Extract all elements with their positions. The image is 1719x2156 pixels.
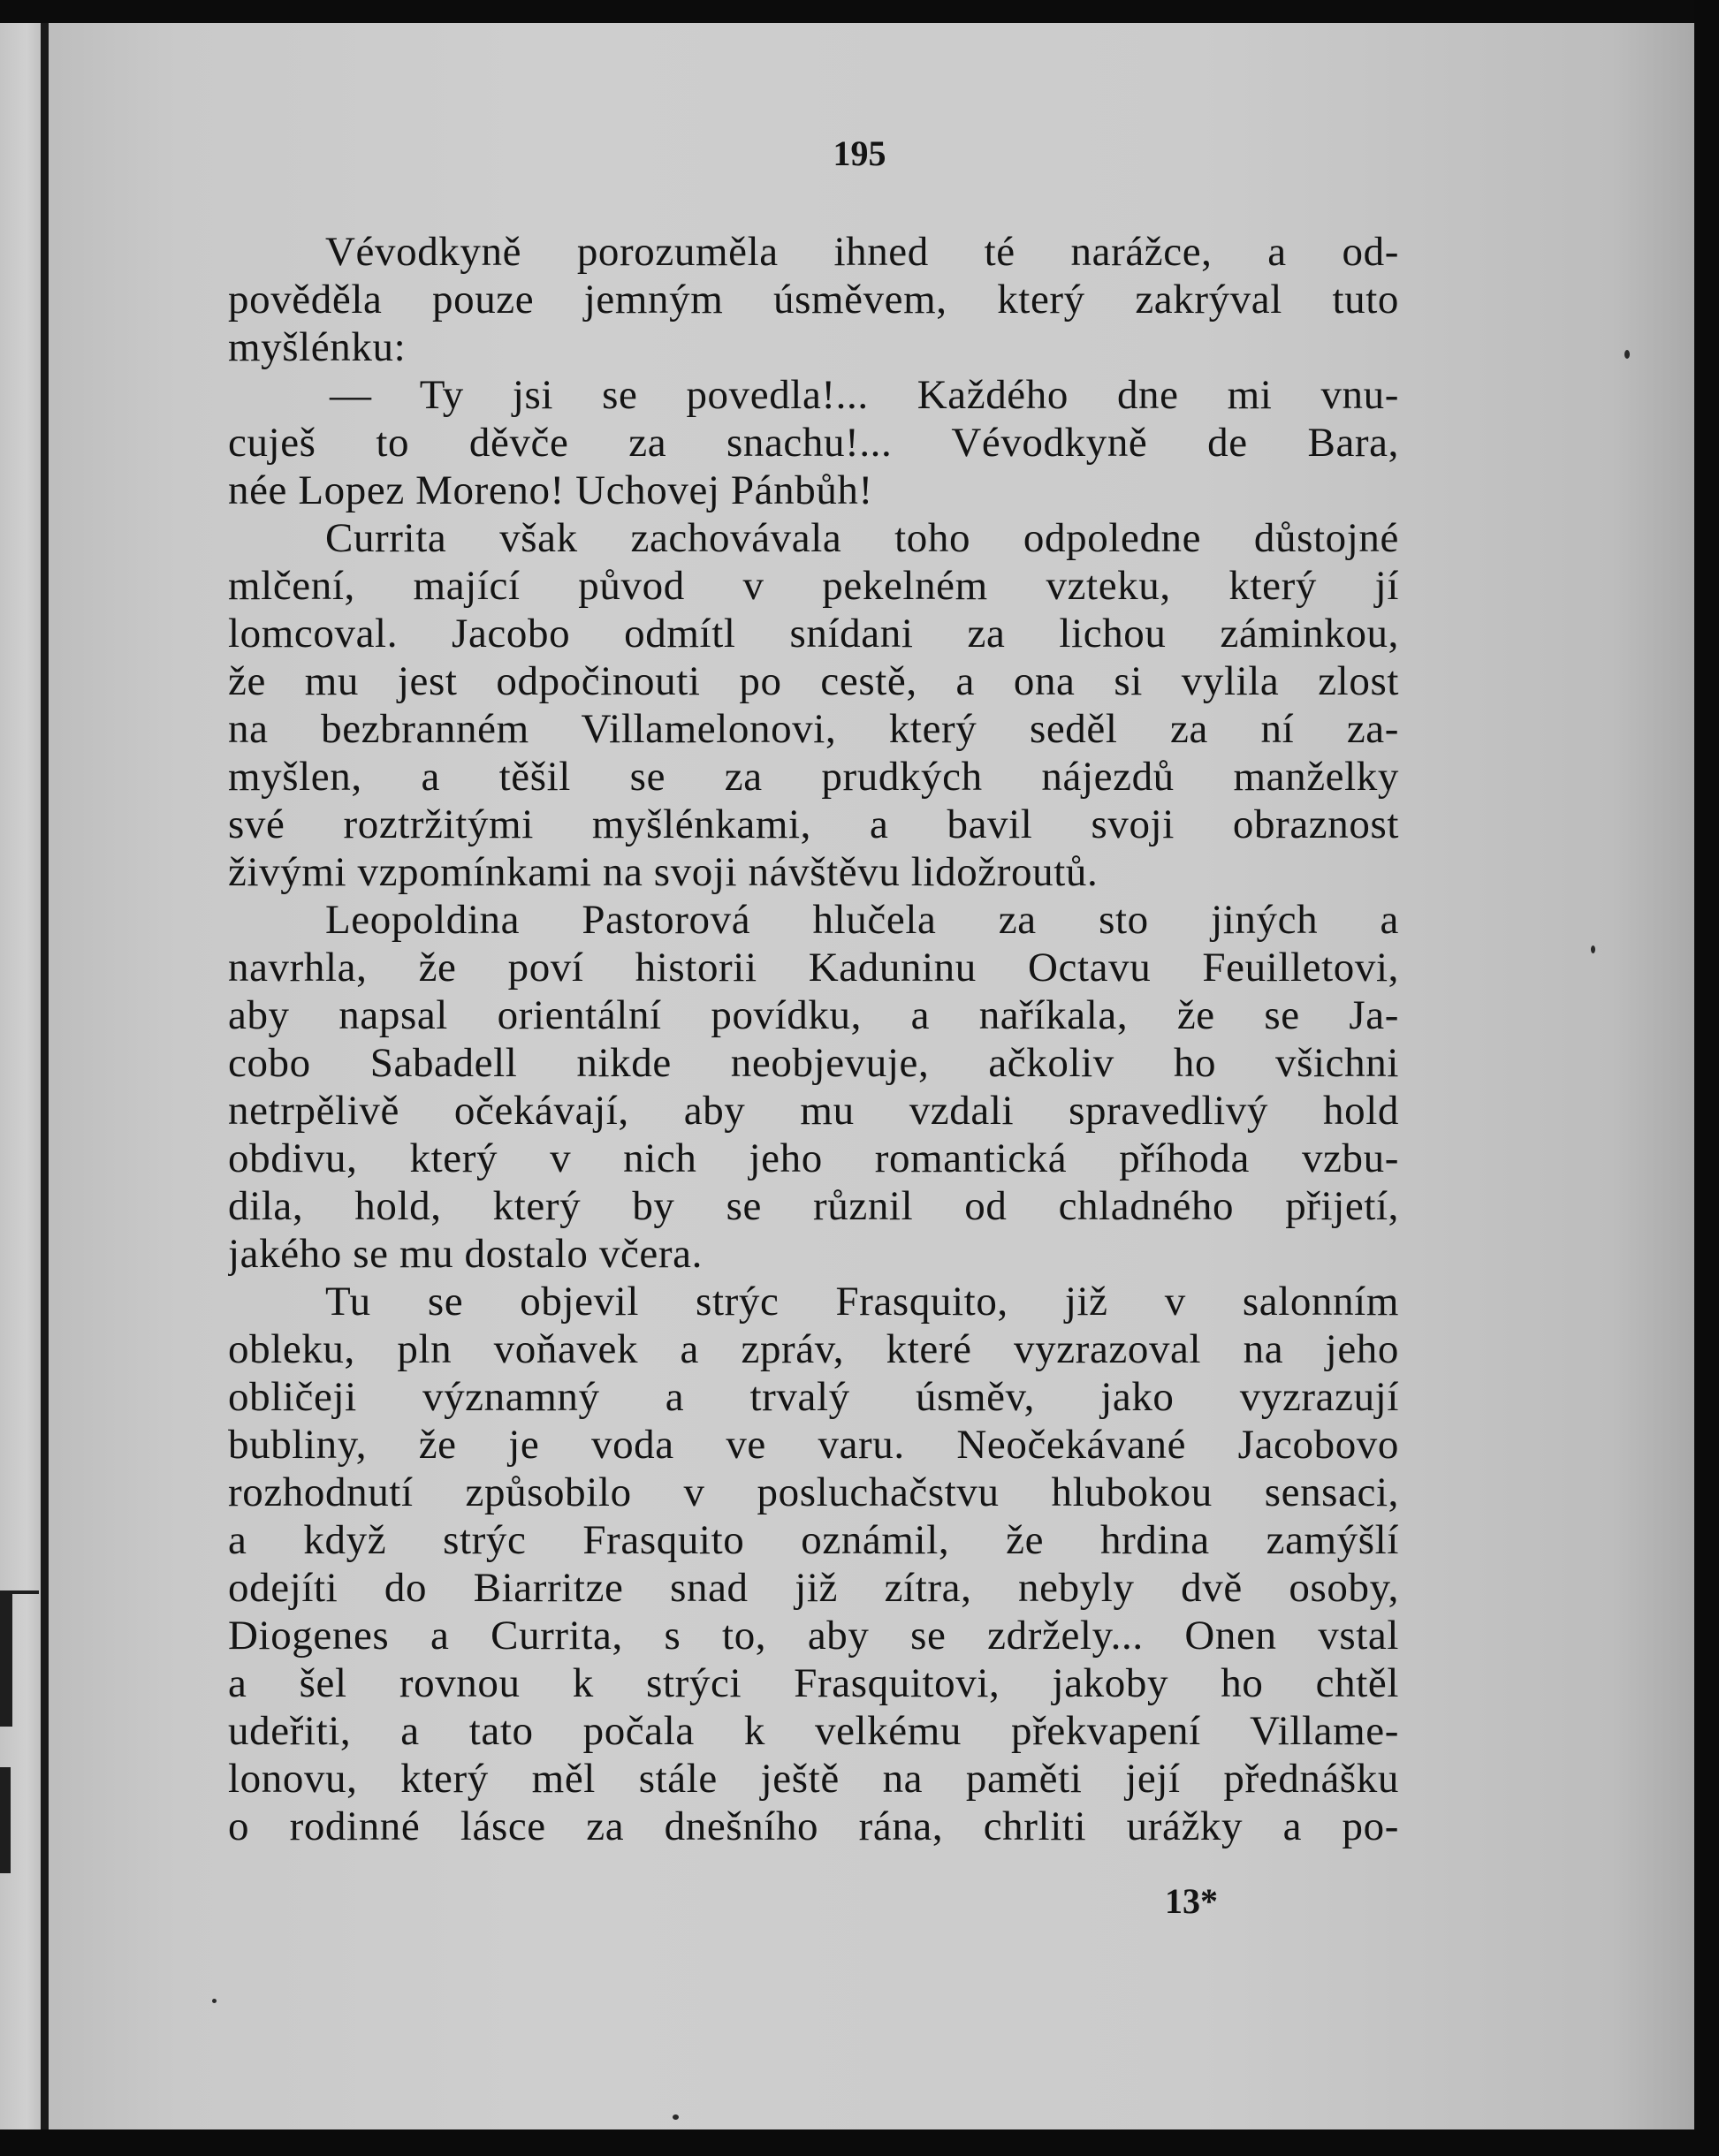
- binding-gutter: [41, 21, 49, 2133]
- text-line: a když strýc Frasquito oznámil, že hrdina zamýšlí: [228, 1517, 1399, 1563]
- signature-mark: 13*: [1165, 1881, 1218, 1921]
- text-line: — Ty jsi se povedla!... Každého dne mi vnu-: [330, 372, 1399, 418]
- binding-mark: [0, 1590, 39, 1727]
- text-line: že mu jest odpočinouti po cestě, a ona si vylila zlost: [228, 658, 1399, 704]
- text-line: myšlénku:: [228, 324, 407, 370]
- text-line: obleku, pln voňavek a zpráv, které vyzrazoval na jeho: [228, 1326, 1399, 1372]
- text-line: pověděla pouze jemným úsměvem, který zakrýval tuto: [228, 277, 1399, 323]
- text-line: cobo Sabadell nikde neobjevuje, ačkoliv ho všichni: [228, 1040, 1399, 1086]
- text-line: obdivu, který v nich jeho romantická příhoda vzbu-: [228, 1135, 1399, 1181]
- text-line: jakého se mu dostalo včera.: [228, 1231, 703, 1277]
- text-line: navrhla, že poví historii Kaduninu Octavu Feuilletovi,: [228, 945, 1399, 991]
- text-line: o rodinné lásce za dnešního rána, chrliti urážky a po-: [228, 1803, 1399, 1849]
- text-line: na bezbranném Villamelonovi, který seděl za ní za-: [228, 706, 1399, 752]
- text-line: dila, hold, který by se různil od chladného přijetí,: [228, 1183, 1399, 1229]
- text-line: Leopoldina Pastorová hlučela za sto jiných a: [325, 897, 1399, 943]
- text-line: netrpělivě očekávají, aby mu vzdali spravedlivý hold: [228, 1088, 1399, 1134]
- text-line: bubliny, že je voda ve varu. Neočekávané Jacobovo: [228, 1422, 1399, 1468]
- text-line: Diogenes a Currita, s to, aby se zdržely... Onen vstal: [228, 1613, 1399, 1659]
- paper-speck: [1624, 350, 1630, 359]
- text-line: své roztržitými myšlénkami, a bavil svoji obraznost: [228, 801, 1399, 847]
- scan-bottom-edge: [0, 2129, 1719, 2156]
- paper-speck: [212, 1999, 217, 2003]
- text-line: a šel rovnou k strýci Frasquitovi, jakoby ho chtěl: [228, 1660, 1399, 1706]
- text-line: lomcoval. Jacobo odmítl snídani za lichou záminkou,: [228, 611, 1399, 657]
- body-text: [228, 228, 1399, 1850]
- text-line: Tu se objevil strýc Frasquito, již v salonním: [325, 1279, 1399, 1325]
- text-line: Vévodkyně porozuměla ihned té narážce, a od-: [325, 229, 1399, 275]
- text-line: rozhodnutí způsobilo v posluchačstvu hlubokou sensaci,: [228, 1469, 1399, 1515]
- scan-right-edge: [1694, 0, 1719, 2156]
- paper-speck: [1591, 945, 1595, 953]
- text-line: lonovu, který měl stále ještě na paměti její přednášku: [228, 1756, 1399, 1802]
- text-line: Currita však zachovávala toho odpoledne důstojné: [325, 515, 1399, 561]
- text-line: aby napsal orientální povídku, a naříkala, že se Ja-: [228, 992, 1399, 1038]
- text-line: odejíti do Biarritze snad již zítra, nebyly dvě osoby,: [228, 1565, 1399, 1611]
- text-line: née Lopez Moreno! Uchovej Pánbůh!: [228, 467, 873, 513]
- binding-mark: [0, 1767, 30, 1873]
- text-line: myšlen, a těšil se za prudkých nájezdů manželky: [228, 754, 1399, 800]
- text-line: mlčení, mající původ v pekelném vzteku, který jí: [228, 563, 1399, 609]
- text-line: obličeji významný a trvalý úsměv, jako vyzrazují: [228, 1374, 1399, 1420]
- paper-speck: [673, 2114, 679, 2120]
- text-line: udeřiti, a tato počala k velkému překvapení Villame-: [228, 1708, 1399, 1754]
- scan-top-edge: [0, 0, 1719, 23]
- text-line: živými vzpomínkami na svoji návštěvu lidožroutů.: [228, 849, 1099, 895]
- page-number: 195: [833, 133, 886, 173]
- text-line: cuješ to děvče za snachu!... Vévodkyně de Bara,: [228, 420, 1399, 466]
